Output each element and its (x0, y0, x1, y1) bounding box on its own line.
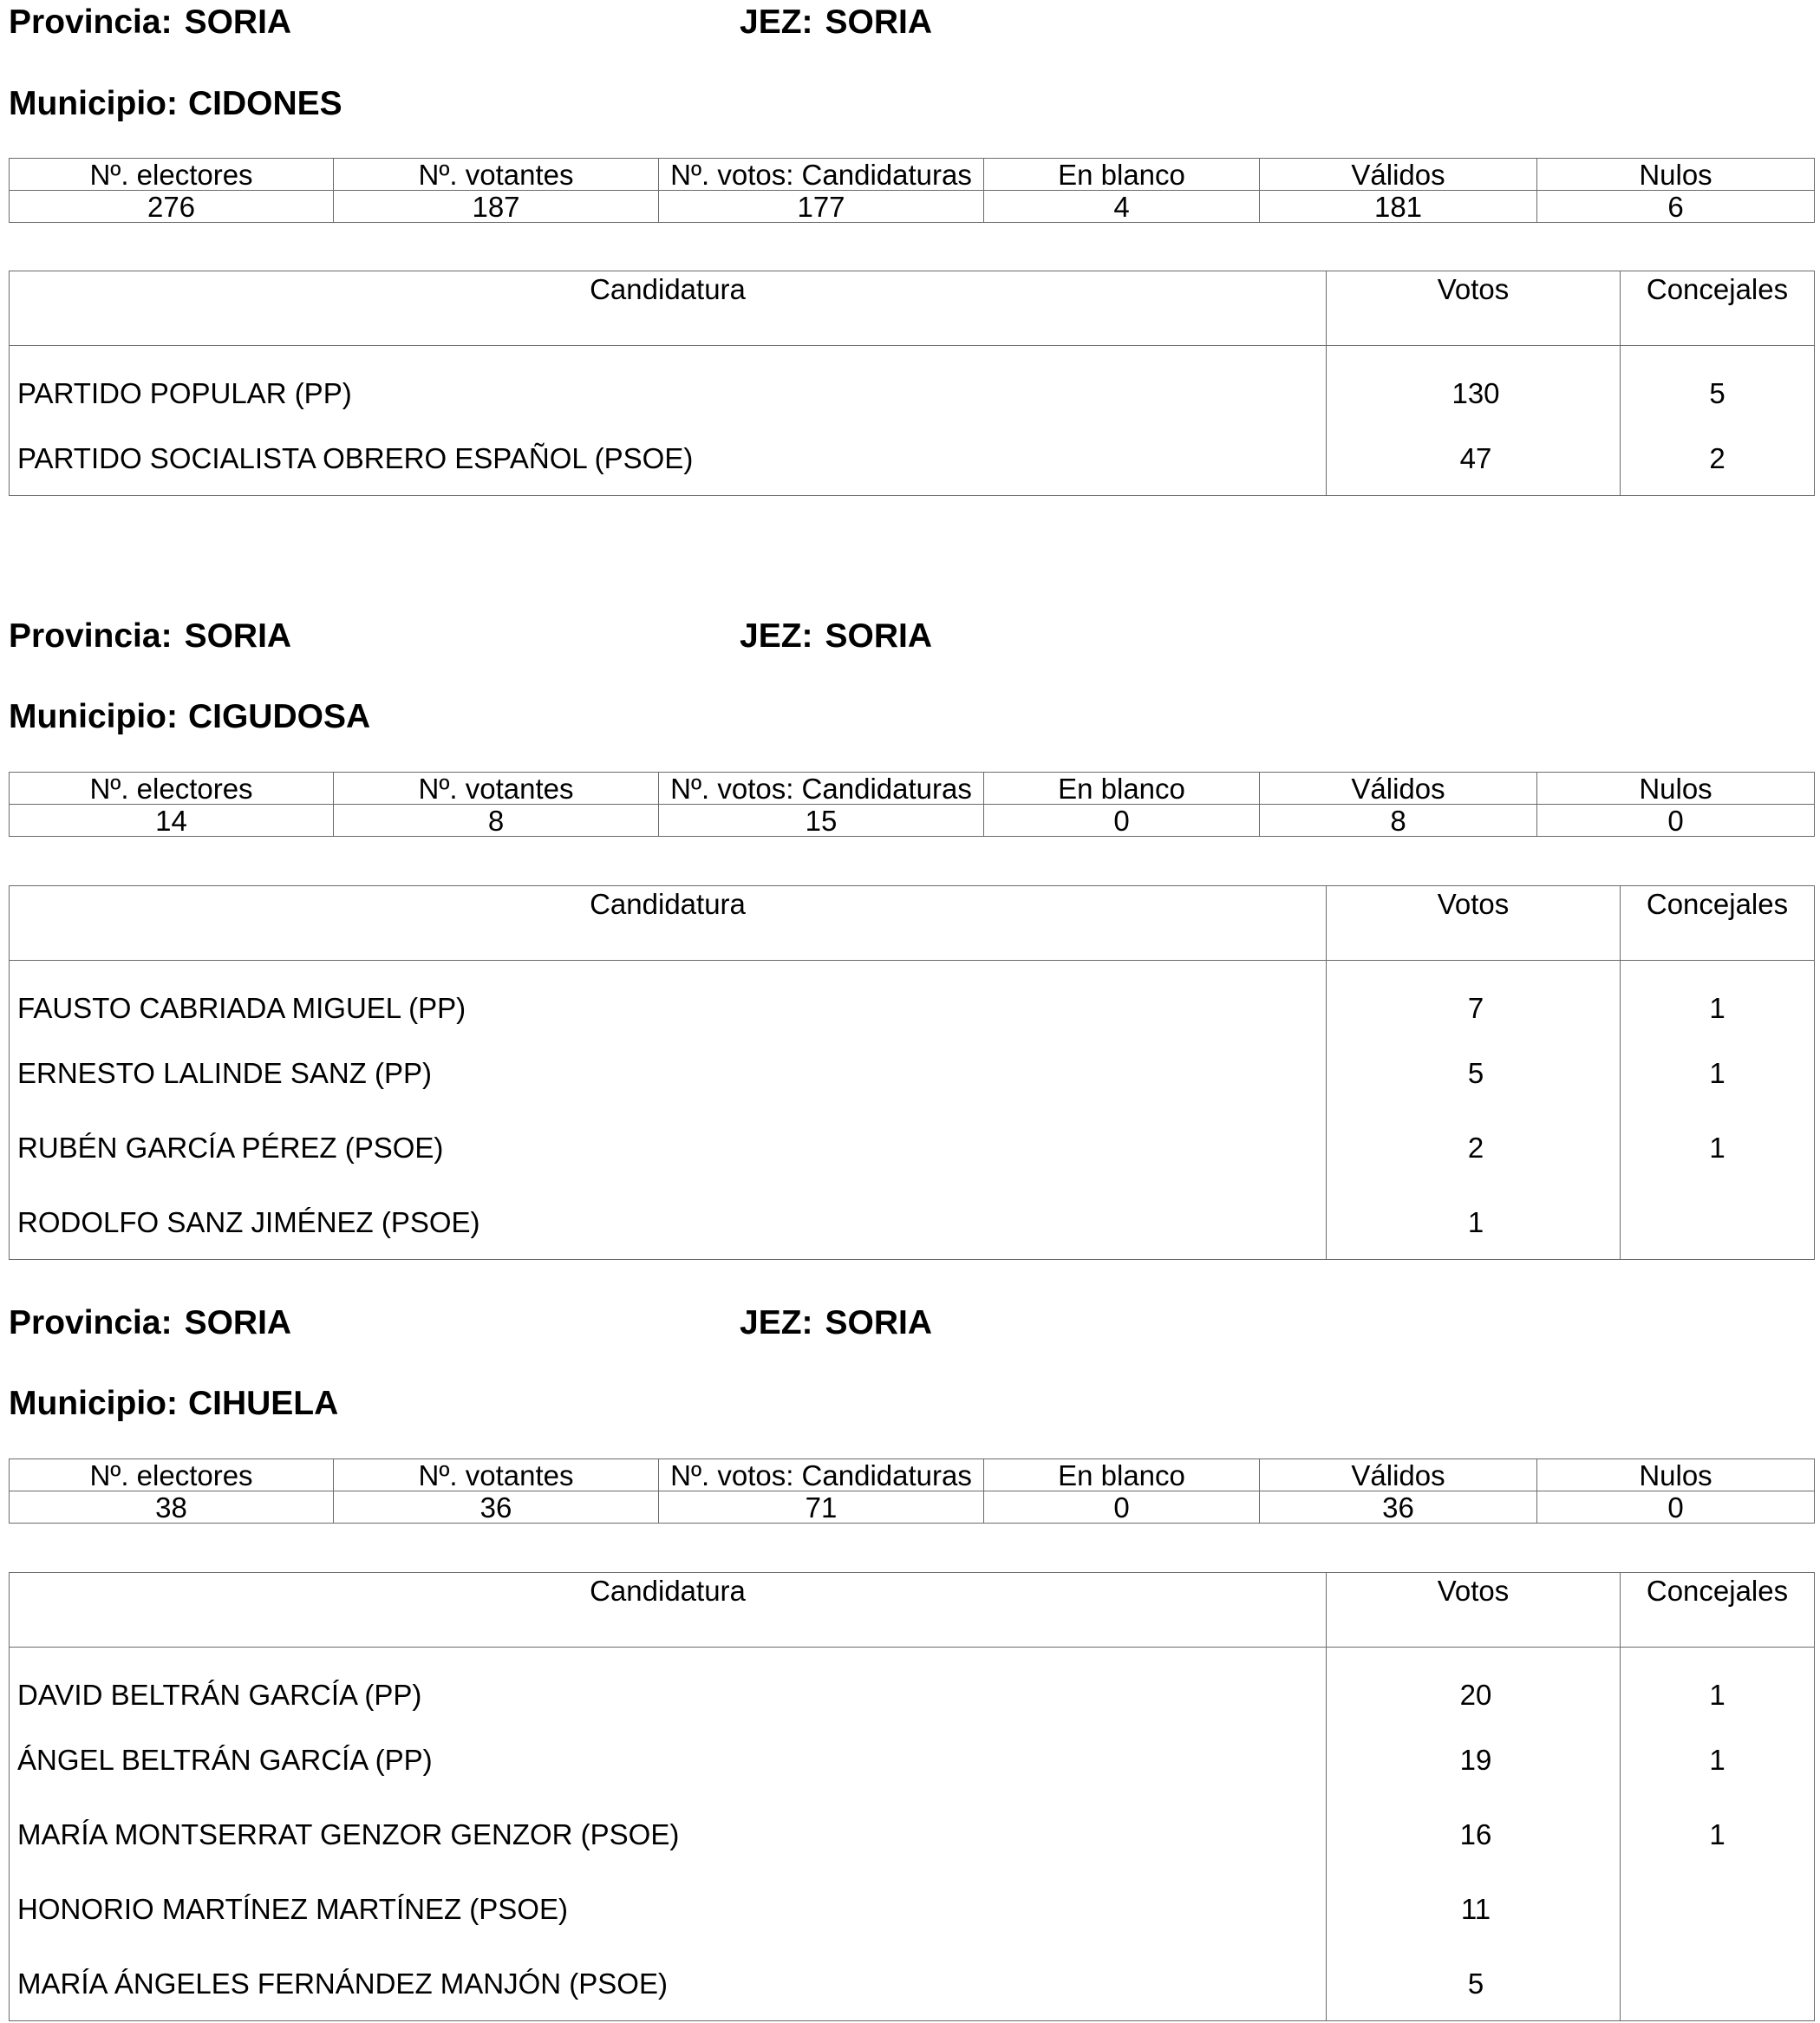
candidates-header-cell: Votos (1327, 271, 1621, 346)
stats-value-cell: 71 (659, 1491, 984, 1524)
stats-header-cell: Nº. votos: Candidaturas (659, 773, 984, 805)
stats-value-cell: 36 (334, 1491, 659, 1524)
candidate-concejales: 1 (1621, 961, 1815, 1036)
municipio-heading (9, 700, 370, 734)
provincia-label: Provincia: (9, 617, 173, 655)
jez-label: JEZ: (740, 617, 813, 655)
candidate-row (10, 346, 1815, 421)
stats-value-cell: 177 (659, 191, 984, 223)
stats-header-cell: Nº. votantes (334, 1459, 659, 1491)
candidate-name: FAUSTO CABRIADA MIGUEL (PP) (10, 961, 1327, 1036)
stats-value-cell: 36 (1260, 1491, 1537, 1524)
stats-value-cell: 8 (1260, 805, 1537, 837)
candidate-concejales (1621, 1871, 1815, 1946)
candidate-concejales: 1 (1621, 1035, 1815, 1110)
stats-header-cell: Nº. electores (10, 773, 334, 805)
jez-value: SORIA (825, 3, 933, 41)
jez-heading (740, 1306, 932, 1340)
provincia-heading (9, 619, 291, 653)
candidate-concejales (1621, 1184, 1815, 1260)
stats-value-cell: 276 (10, 191, 334, 223)
candidate-name: MARÍA ÁNGELES FERNÁNDEZ MANJÓN (PSOE) (10, 1946, 1327, 2021)
stats-value-row (10, 1491, 1815, 1524)
candidate-row (10, 1035, 1815, 1110)
stats-header-cell: Nº. votantes (334, 159, 659, 191)
candidate-name: RUBÉN GARCÍA PÉREZ (PSOE) (10, 1110, 1327, 1184)
candidates-table (9, 885, 1815, 1260)
stats-value-cell: 38 (10, 1491, 334, 1524)
municipio-heading (9, 1387, 338, 1420)
candidate-row (10, 1946, 1815, 2021)
stats-header-cell: Nulos (1537, 159, 1815, 191)
stats-header-cell: En blanco (984, 773, 1260, 805)
candidate-votos: 1 (1327, 1184, 1621, 1260)
stats-header-row (10, 773, 1815, 805)
stats-header-cell: Nulos (1537, 773, 1815, 805)
stats-header-cell: Nº. votos: Candidaturas (659, 1459, 984, 1491)
candidate-row (10, 1722, 1815, 1797)
jez-label: JEZ: (740, 3, 813, 41)
stats-value-cell: 187 (334, 191, 659, 223)
stats-value-row (10, 191, 1815, 223)
provincia-heading (9, 5, 291, 39)
stats-value-cell: 15 (659, 805, 984, 837)
stats-header-cell: Válidos (1260, 1459, 1537, 1491)
candidates-header-cell: Candidatura (10, 1573, 1327, 1648)
stats-value-row (10, 805, 1815, 837)
candidate-concejales: 5 (1621, 346, 1815, 421)
candidate-name: ERNESTO LALINDE SANZ (PP) (10, 1035, 1327, 1110)
candidate-row (10, 421, 1815, 496)
stats-table (9, 1459, 1815, 1524)
candidate-concejales: 1 (1621, 1110, 1815, 1184)
candidate-concejales: 1 (1621, 1797, 1815, 1871)
stats-value-cell: 6 (1537, 191, 1815, 223)
candidate-row (10, 961, 1815, 1036)
candidates-header-cell: Votos (1327, 1573, 1621, 1648)
candidates-header-cell: Candidatura (10, 271, 1327, 346)
jez-value: SORIA (825, 1304, 933, 1341)
candidates-header-cell: Concejales (1621, 1573, 1815, 1648)
candidate-name: RODOLFO SANZ JIMÉNEZ (PSOE) (10, 1184, 1327, 1260)
provincia-value: SORIA (184, 3, 292, 41)
stats-value-cell: 4 (984, 191, 1260, 223)
candidate-concejales: 1 (1621, 1648, 1815, 1723)
stats-header-row (10, 159, 1815, 191)
stats-value-cell: 8 (334, 805, 659, 837)
stats-table (9, 158, 1815, 223)
stats-value-cell: 0 (1537, 1491, 1815, 1524)
candidate-row (10, 1184, 1815, 1260)
candidate-name: MARÍA MONTSERRAT GENZOR GENZOR (PSOE) (10, 1797, 1327, 1871)
candidates-header-cell: Votos (1327, 886, 1621, 961)
candidate-concejales (1621, 1946, 1815, 2021)
candidate-votos: 19 (1327, 1722, 1621, 1797)
candidate-votos: 5 (1327, 1946, 1621, 2021)
candidate-votos: 5 (1327, 1035, 1621, 1110)
provincia-label: Provincia: (9, 3, 173, 41)
candidate-name: PARTIDO POPULAR (PP) (10, 346, 1327, 421)
stats-header-cell: Nulos (1537, 1459, 1815, 1491)
candidate-name: HONORIO MARTÍNEZ MARTÍNEZ (PSOE) (10, 1871, 1327, 1946)
jez-heading (740, 5, 932, 39)
municipio-heading (9, 87, 342, 121)
candidate-row (10, 1648, 1815, 1723)
candidate-name: ÁNGEL BELTRÁN GARCÍA (PP) (10, 1722, 1327, 1797)
candidates-header-cell: Candidatura (10, 886, 1327, 961)
candidate-votos: 47 (1327, 421, 1621, 496)
candidates-header-row (10, 1573, 1815, 1648)
candidate-row (10, 1797, 1815, 1871)
stats-value-cell: 0 (984, 1491, 1260, 1524)
candidate-votos: 20 (1327, 1648, 1621, 1723)
candidate-concejales: 2 (1621, 421, 1815, 496)
candidates-header-cell: Concejales (1621, 886, 1815, 961)
stats-header-row (10, 1459, 1815, 1491)
municipio-label: Municipio: (9, 1385, 178, 1422)
municipio-label: Municipio: (9, 85, 178, 122)
stats-header-cell: Nº. votos: Candidaturas (659, 159, 984, 191)
municipio-value: CIGUDOSA (187, 698, 371, 735)
stats-table (9, 772, 1815, 837)
provincia-value: SORIA (184, 617, 292, 655)
candidate-name: DAVID BELTRÁN GARCÍA (PP) (10, 1648, 1327, 1723)
municipio-label: Municipio: (9, 698, 178, 735)
candidates-table (9, 271, 1815, 496)
candidates-table (9, 1572, 1815, 2021)
provincia-value: SORIA (184, 1304, 292, 1341)
candidate-votos: 11 (1327, 1871, 1621, 1946)
candidate-votos: 16 (1327, 1797, 1621, 1871)
candidate-votos: 130 (1327, 346, 1621, 421)
candidate-name: PARTIDO SOCIALISTA OBRERO ESPAÑOL (PSOE) (10, 421, 1327, 496)
candidate-row (10, 1110, 1815, 1184)
jez-label: JEZ: (740, 1304, 813, 1341)
candidate-votos: 2 (1327, 1110, 1621, 1184)
stats-header-cell: En blanco (984, 159, 1260, 191)
candidate-concejales: 1 (1621, 1722, 1815, 1797)
jez-heading (740, 619, 932, 653)
municipio-value: CIDONES (187, 85, 342, 122)
candidates-header-row (10, 886, 1815, 961)
candidate-row (10, 1871, 1815, 1946)
candidates-header-cell: Concejales (1621, 271, 1815, 346)
provincia-label: Provincia: (9, 1304, 173, 1341)
stats-header-cell: Nº. electores (10, 1459, 334, 1491)
candidates-header-row (10, 271, 1815, 346)
stats-value-cell: 0 (984, 805, 1260, 837)
municipio-value: CIHUELA (187, 1385, 339, 1422)
stats-header-cell: Válidos (1260, 159, 1537, 191)
stats-header-cell: Nº. electores (10, 159, 334, 191)
stats-value-cell: 14 (10, 805, 334, 837)
stats-header-cell: Válidos (1260, 773, 1537, 805)
jez-value: SORIA (825, 617, 933, 655)
candidate-votos: 7 (1327, 961, 1621, 1036)
stats-value-cell: 181 (1260, 191, 1537, 223)
stats-value-cell: 0 (1537, 805, 1815, 837)
stats-header-cell: Nº. votantes (334, 773, 659, 805)
stats-header-cell: En blanco (984, 1459, 1260, 1491)
provincia-heading (9, 1306, 291, 1340)
